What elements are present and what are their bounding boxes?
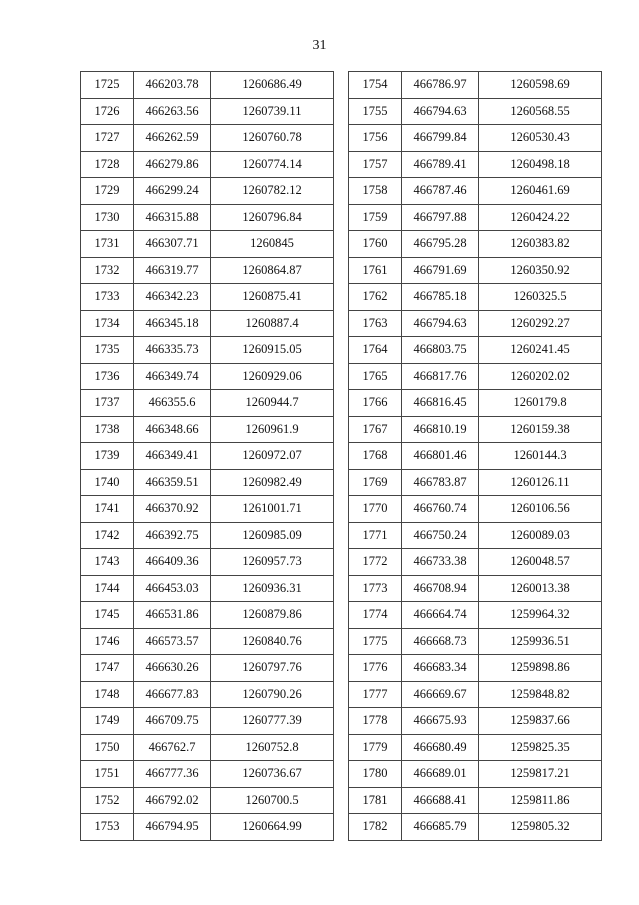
point-number-cell: 1755 [349,98,402,125]
point-number-cell: 1753 [81,814,134,841]
table-row [81,549,334,576]
y-coordinate-cell: 1260089.03 [479,522,602,549]
point-number-cell: 1775 [349,628,402,655]
x-coordinate-cell: 466689.01 [402,761,479,788]
y-coordinate-cell: 1260292.27 [479,310,602,337]
y-coordinate-cell: 1260350.92 [479,257,602,284]
table-row [349,284,602,311]
y-coordinate-cell: 1260790.26 [211,681,334,708]
table-row [349,496,602,523]
x-coordinate-cell: 466355.6 [134,390,211,417]
x-coordinate-cell: 466453.03 [134,575,211,602]
x-coordinate-cell: 466630.26 [134,655,211,682]
table-row [81,310,334,337]
table-row [349,231,602,258]
point-number-cell: 1729 [81,178,134,205]
point-number-cell: 1745 [81,602,134,629]
point-number-cell: 1725 [81,72,134,99]
x-coordinate-cell: 466370.92 [134,496,211,523]
table-row [349,390,602,417]
x-coordinate-cell: 466392.75 [134,522,211,549]
table-row [81,681,334,708]
x-coordinate-cell: 466335.73 [134,337,211,364]
table-row [349,337,602,364]
table-row [81,469,334,496]
x-coordinate-cell: 466785.18 [402,284,479,311]
y-coordinate-cell: 1260782.12 [211,178,334,205]
y-coordinate-cell: 1260957.73 [211,549,334,576]
table-row [81,363,334,390]
y-coordinate-cell: 1260760.78 [211,125,334,152]
x-coordinate-cell: 466803.75 [402,337,479,364]
y-coordinate-cell: 1260325.5 [479,284,602,311]
point-number-cell: 1766 [349,390,402,417]
table-row [349,708,602,735]
table-row [81,628,334,655]
point-number-cell: 1758 [349,178,402,205]
point-number-cell: 1780 [349,761,402,788]
point-number-cell: 1757 [349,151,402,178]
point-number-cell: 1772 [349,549,402,576]
table-row [349,416,602,443]
table-body [349,72,602,841]
y-coordinate-cell: 1260736.67 [211,761,334,788]
table-row [349,310,602,337]
table-row [349,602,602,629]
point-number-cell: 1750 [81,734,134,761]
y-coordinate-cell: 1260982.49 [211,469,334,496]
point-number-cell: 1756 [349,125,402,152]
point-number-cell: 1748 [81,681,134,708]
y-coordinate-cell: 1260498.18 [479,151,602,178]
point-number-cell: 1735 [81,337,134,364]
x-coordinate-cell: 466359.51 [134,469,211,496]
point-number-cell: 1734 [81,310,134,337]
table-body [81,72,334,841]
table-row [81,257,334,284]
x-coordinate-cell: 466349.74 [134,363,211,390]
x-coordinate-cell: 466795.28 [402,231,479,258]
y-coordinate-cell: 1260752.8 [211,734,334,761]
point-number-cell: 1762 [349,284,402,311]
y-coordinate-cell: 1259964.32 [479,602,602,629]
point-number-cell: 1738 [81,416,134,443]
x-coordinate-cell: 466683.34 [402,655,479,682]
y-coordinate-cell: 1260961.9 [211,416,334,443]
table-row [81,125,334,152]
point-number-cell: 1746 [81,628,134,655]
x-coordinate-cell: 466203.78 [134,72,211,99]
table-row [349,363,602,390]
table-row [349,761,602,788]
point-number-cell: 1768 [349,443,402,470]
point-number-cell: 1743 [81,549,134,576]
table-row [81,522,334,549]
point-number-cell: 1733 [81,284,134,311]
y-coordinate-cell: 1260887.4 [211,310,334,337]
point-number-cell: 1777 [349,681,402,708]
point-number-cell: 1737 [81,390,134,417]
point-number-cell: 1754 [349,72,402,99]
y-coordinate-cell: 1261001.71 [211,496,334,523]
point-number-cell: 1739 [81,443,134,470]
x-coordinate-cell: 466733.38 [402,549,479,576]
y-coordinate-cell: 1260944.7 [211,390,334,417]
x-coordinate-cell: 466783.87 [402,469,479,496]
table-row [349,787,602,814]
point-number-cell: 1769 [349,469,402,496]
table-row [81,416,334,443]
point-number-cell: 1727 [81,125,134,152]
y-coordinate-cell: 1259805.32 [479,814,602,841]
y-coordinate-cell: 1260796.84 [211,204,334,231]
table-row [349,443,602,470]
y-coordinate-cell: 1260985.09 [211,522,334,549]
x-coordinate-cell: 466262.59 [134,125,211,152]
x-coordinate-cell: 466794.63 [402,98,479,125]
table-row [81,390,334,417]
table-row [81,337,334,364]
x-coordinate-cell: 466810.19 [402,416,479,443]
point-number-cell: 1726 [81,98,134,125]
x-coordinate-cell: 466709.75 [134,708,211,735]
point-number-cell: 1782 [349,814,402,841]
point-number-cell: 1776 [349,655,402,682]
table-row [81,204,334,231]
y-coordinate-cell: 1260864.87 [211,257,334,284]
y-coordinate-cell: 1259936.51 [479,628,602,655]
table-row [349,522,602,549]
y-coordinate-cell: 1260840.76 [211,628,334,655]
x-coordinate-cell: 466777.36 [134,761,211,788]
y-coordinate-cell: 1259811.86 [479,787,602,814]
point-number-cell: 1767 [349,416,402,443]
x-coordinate-cell: 466307.71 [134,231,211,258]
x-coordinate-cell: 466342.23 [134,284,211,311]
y-coordinate-cell: 1260875.41 [211,284,334,311]
x-coordinate-cell: 466792.02 [134,787,211,814]
point-number-cell: 1771 [349,522,402,549]
point-number-cell: 1778 [349,708,402,735]
y-coordinate-cell: 1260159.38 [479,416,602,443]
point-number-cell: 1764 [349,337,402,364]
table-row [81,708,334,735]
x-coordinate-cell: 466669.67 [402,681,479,708]
point-number-cell: 1744 [81,575,134,602]
y-coordinate-cell: 1260686.49 [211,72,334,99]
point-number-cell: 1779 [349,734,402,761]
y-coordinate-cell: 1259898.86 [479,655,602,682]
point-number-cell: 1763 [349,310,402,337]
y-coordinate-cell: 1260845 [211,231,334,258]
table-row [81,655,334,682]
y-coordinate-cell: 1259837.66 [479,708,602,735]
x-coordinate-cell: 466664.74 [402,602,479,629]
y-coordinate-cell: 1260106.56 [479,496,602,523]
x-coordinate-cell: 466789.41 [402,151,479,178]
y-coordinate-cell: 1260664.99 [211,814,334,841]
point-number-cell: 1742 [81,522,134,549]
point-number-cell: 1741 [81,496,134,523]
table-row [349,125,602,152]
point-number-cell: 1759 [349,204,402,231]
point-number-cell: 1731 [81,231,134,258]
x-coordinate-cell: 466279.86 [134,151,211,178]
table-row [349,469,602,496]
x-coordinate-cell: 466760.74 [402,496,479,523]
y-coordinate-cell: 1260179.8 [479,390,602,417]
x-coordinate-cell: 466816.45 [402,390,479,417]
table-row [349,151,602,178]
x-coordinate-cell: 466787.46 [402,178,479,205]
y-coordinate-cell: 1260048.57 [479,549,602,576]
x-coordinate-cell: 466685.79 [402,814,479,841]
table-row [81,734,334,761]
x-coordinate-cell: 466817.76 [402,363,479,390]
x-coordinate-cell: 466680.49 [402,734,479,761]
y-coordinate-cell: 1260241.45 [479,337,602,364]
x-coordinate-cell: 466349.41 [134,443,211,470]
y-coordinate-cell: 1260739.11 [211,98,334,125]
coordinate-table-left [80,71,334,841]
x-coordinate-cell: 466794.95 [134,814,211,841]
x-coordinate-cell: 466708.94 [402,575,479,602]
table-row [81,496,334,523]
x-coordinate-cell: 466319.77 [134,257,211,284]
x-coordinate-cell: 466345.18 [134,310,211,337]
x-coordinate-cell: 466750.24 [402,522,479,549]
point-number-cell: 1736 [81,363,134,390]
y-coordinate-cell: 1259848.82 [479,681,602,708]
table-row [349,257,602,284]
table-row [81,98,334,125]
table-row [81,231,334,258]
x-coordinate-cell: 466573.57 [134,628,211,655]
y-coordinate-cell: 1260424.22 [479,204,602,231]
y-coordinate-cell: 1260777.39 [211,708,334,735]
x-coordinate-cell: 466791.69 [402,257,479,284]
table-row [81,72,334,99]
table-row [349,575,602,602]
table-row [81,178,334,205]
page-number: 31 [312,38,327,53]
y-coordinate-cell: 1260126.11 [479,469,602,496]
point-number-cell: 1752 [81,787,134,814]
x-coordinate-cell: 466668.73 [402,628,479,655]
table-row [81,761,334,788]
table-row [81,443,334,470]
y-coordinate-cell: 1260936.31 [211,575,334,602]
x-coordinate-cell: 466531.86 [134,602,211,629]
x-coordinate-cell: 466675.93 [402,708,479,735]
table-row [81,151,334,178]
y-coordinate-cell: 1260797.76 [211,655,334,682]
point-number-cell: 1760 [349,231,402,258]
x-coordinate-cell: 466348.66 [134,416,211,443]
x-coordinate-cell: 466315.88 [134,204,211,231]
x-coordinate-cell: 466797.88 [402,204,479,231]
point-number-cell: 1781 [349,787,402,814]
point-number-cell: 1747 [81,655,134,682]
y-coordinate-cell: 1259817.21 [479,761,602,788]
table-row [349,72,602,99]
y-coordinate-cell: 1260568.55 [479,98,602,125]
table-row [349,734,602,761]
y-coordinate-cell: 1260013.38 [479,575,602,602]
y-coordinate-cell: 1260915.05 [211,337,334,364]
x-coordinate-cell: 466794.63 [402,310,479,337]
table-row [81,814,334,841]
x-coordinate-cell: 466762.7 [134,734,211,761]
y-coordinate-cell: 1260202.02 [479,363,602,390]
y-coordinate-cell: 1260879.86 [211,602,334,629]
table-row [81,284,334,311]
table-row [349,204,602,231]
point-number-cell: 1761 [349,257,402,284]
table-row [349,98,602,125]
table-row [81,602,334,629]
y-coordinate-cell: 1260700.5 [211,787,334,814]
y-coordinate-cell: 1260530.43 [479,125,602,152]
point-number-cell: 1751 [81,761,134,788]
point-number-cell: 1774 [349,602,402,629]
table-row [81,575,334,602]
table-row [349,628,602,655]
x-coordinate-cell: 466263.56 [134,98,211,125]
table-row [349,178,602,205]
y-coordinate-cell: 1260461.69 [479,178,602,205]
table-row [349,549,602,576]
point-number-cell: 1730 [81,204,134,231]
y-coordinate-cell: 1260144.3 [479,443,602,470]
y-coordinate-cell: 1260774.14 [211,151,334,178]
x-coordinate-cell: 466409.36 [134,549,211,576]
table-row [349,681,602,708]
y-coordinate-cell: 1260929.06 [211,363,334,390]
x-coordinate-cell: 466677.83 [134,681,211,708]
x-coordinate-cell: 466801.46 [402,443,479,470]
x-coordinate-cell: 466299.24 [134,178,211,205]
table-row [349,655,602,682]
point-number-cell: 1732 [81,257,134,284]
x-coordinate-cell: 466799.84 [402,125,479,152]
x-coordinate-cell: 466786.97 [402,72,479,99]
y-coordinate-cell: 1260972.07 [211,443,334,470]
point-number-cell: 1770 [349,496,402,523]
y-coordinate-cell: 1260598.69 [479,72,602,99]
point-number-cell: 1773 [349,575,402,602]
point-number-cell: 1749 [81,708,134,735]
x-coordinate-cell: 466688.41 [402,787,479,814]
coordinate-table-right [348,71,602,841]
table-row [349,814,602,841]
point-number-cell: 1765 [349,363,402,390]
y-coordinate-cell: 1259825.35 [479,734,602,761]
point-number-cell: 1740 [81,469,134,496]
table-row [81,787,334,814]
point-number-cell: 1728 [81,151,134,178]
y-coordinate-cell: 1260383.82 [479,231,602,258]
